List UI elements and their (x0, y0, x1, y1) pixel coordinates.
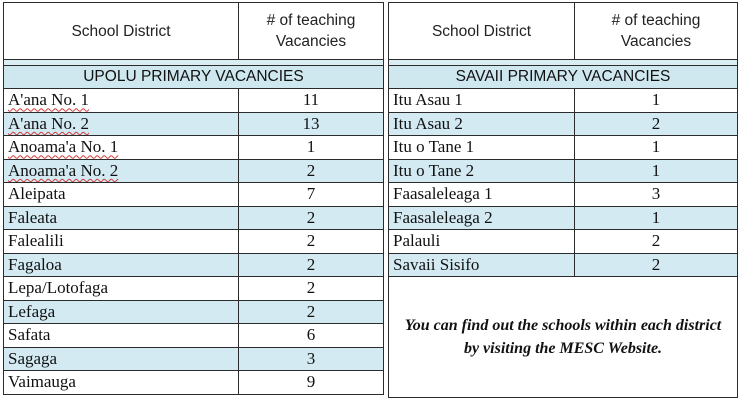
district-name: Falealili (4, 230, 239, 254)
table-row (389, 159, 738, 183)
vacancy-count: 2 (239, 206, 384, 230)
table-row (4, 253, 384, 277)
district-name: Palauli (389, 230, 575, 254)
district-name: A'ana No. 2 (4, 112, 239, 136)
note-row (389, 277, 738, 398)
table-row (389, 183, 738, 207)
vacancy-count: 3 (239, 347, 384, 371)
district-header: School District (389, 3, 575, 60)
district-name: Lefaga (4, 300, 239, 324)
table-row (4, 300, 384, 324)
vacancies-header: # of teaching Vacancies (239, 3, 384, 60)
vacancy-count: 2 (239, 277, 384, 301)
table-row (4, 277, 384, 301)
district-name: Itu o Tane 2 (389, 159, 575, 183)
district-name: Safata (4, 324, 239, 348)
table-row (389, 253, 738, 277)
vacancy-count: 9 (239, 371, 384, 395)
vacancy-count: 6 (239, 324, 384, 348)
district-name: Fagaloa (4, 253, 239, 277)
table-row (4, 183, 384, 207)
vacancy-count: 2 (575, 253, 738, 277)
section-title-row (389, 66, 738, 89)
district-name: Vaimauga (4, 371, 239, 395)
table-row (389, 112, 738, 136)
header-row (389, 3, 738, 60)
vacancy-count: 2 (239, 159, 384, 183)
vacancy-count: 13 (239, 112, 384, 136)
table-row (4, 324, 384, 348)
table-row (4, 371, 384, 395)
vacancy-count: 1 (575, 89, 738, 113)
vacancy-count: 2 (575, 230, 738, 254)
vacancy-count: 1 (239, 136, 384, 160)
vacancy-count: 7 (239, 183, 384, 207)
district-name: Aleipata (4, 183, 239, 207)
header-row (4, 3, 384, 60)
vacancy-count: 2 (239, 300, 384, 324)
district-header: School District (4, 3, 239, 60)
vacancy-count: 2 (239, 253, 384, 277)
district-name: Faleata (4, 206, 239, 230)
district-name: A'ana No. 1 (4, 89, 239, 113)
table-row (389, 136, 738, 160)
mesc-website-note: You can find out the schools within each district by visiting the MESC Website. (389, 277, 738, 398)
vacancy-count: 3 (575, 183, 738, 207)
table-row (389, 230, 738, 254)
vacancy-count: 11 (239, 89, 384, 113)
table-row (4, 136, 384, 160)
upolu-section-title: UPOLU PRIMARY VACANCIES (4, 66, 384, 89)
table-row (4, 230, 384, 254)
district-name: Sagaga (4, 347, 239, 371)
district-name: Anoama'a No. 2 (4, 159, 239, 183)
section-title-row (4, 66, 384, 89)
table-row (4, 206, 384, 230)
vacancy-count: 2 (575, 112, 738, 136)
table-row (4, 112, 384, 136)
vacancy-count: 1 (575, 159, 738, 183)
table-row (4, 89, 384, 113)
vacancy-count: 2 (239, 230, 384, 254)
vacancy-count: 1 (575, 136, 738, 160)
savaii-vacancies-table (388, 2, 738, 398)
district-name: Itu Asau 1 (389, 89, 575, 113)
district-name: Itu Asau 2 (389, 112, 575, 136)
table-row (389, 206, 738, 230)
vacancy-count: 1 (575, 206, 738, 230)
table-row (4, 347, 384, 371)
district-name: Itu o Tane 1 (389, 136, 575, 160)
district-name: Anoama'a No. 1 (4, 136, 239, 160)
table-row (4, 159, 384, 183)
district-name: Faasaleleaga 1 (389, 183, 575, 207)
vacancies-header: # of teaching Vacancies (575, 3, 738, 60)
savaii-section-title: SAVAII PRIMARY VACANCIES (389, 66, 738, 89)
district-name: Lepa/Lotofaga (4, 277, 239, 301)
district-name: Faasaleleaga 2 (389, 206, 575, 230)
upolu-vacancies-table (3, 2, 384, 395)
table-row (389, 89, 738, 113)
district-name: Savaii Sisifo (389, 253, 575, 277)
